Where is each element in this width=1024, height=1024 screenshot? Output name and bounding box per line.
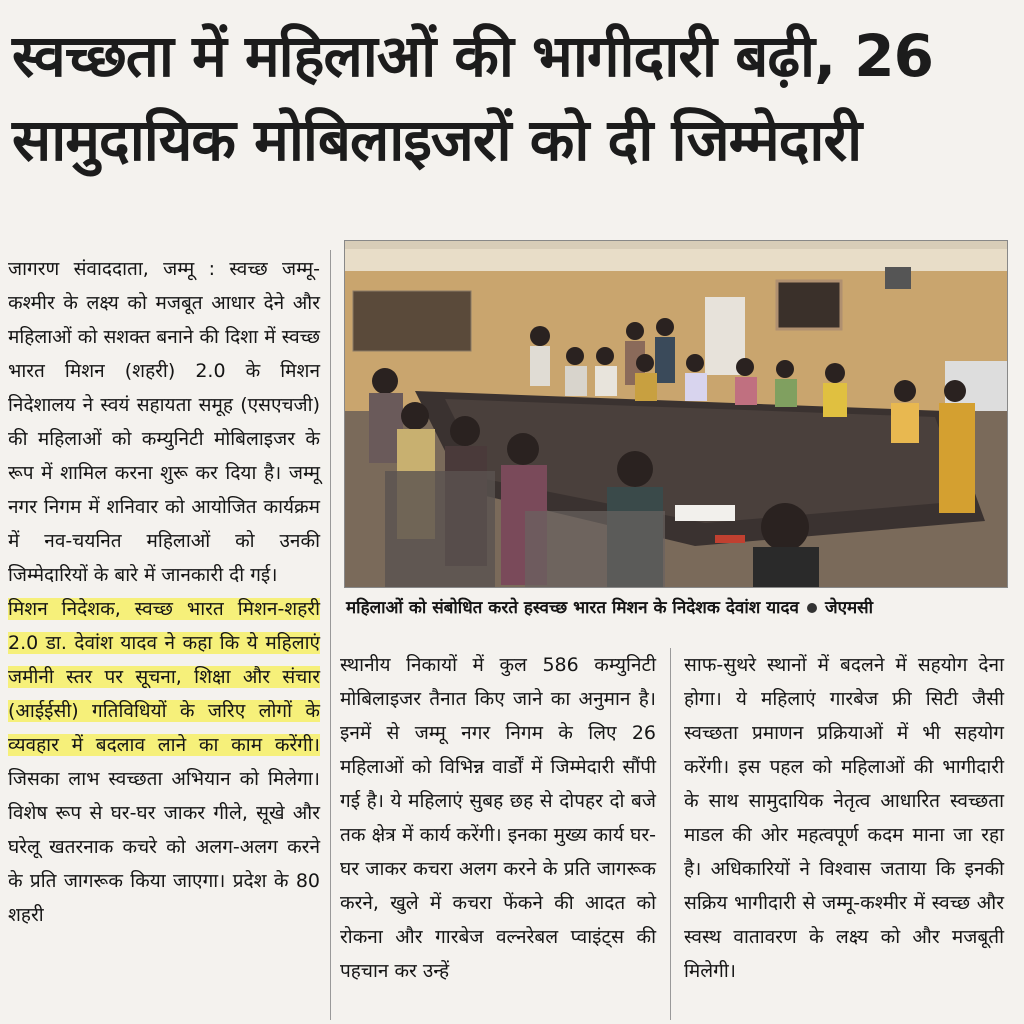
photo-caption bbox=[346, 596, 1006, 620]
column-divider bbox=[670, 648, 671, 1020]
headline-line-1: स्वच्छता में महिलाओं की भागीदारी बढ़ी, 26 bbox=[12, 22, 934, 90]
article-para-2 bbox=[8, 592, 320, 932]
article-para-3: स्थानीय निकायों में कुल 586 कम्युनिटी मोबिलाइजर तैनात किए जाने का अनुमान है। इनमें से जम्मू नगर निगम के लिए 26 महिलाओं को विभिन्न वार्डों में जिम्मेदारी सौंपी गई है। ये महिलाएं सुबह छह से दोपहर दो बजे तक क्षेत्र में कार्य करेंगी। इनका मुख्य कार्य घर-घर जाकर कचरा अलग करने के प्रति जागरूक करने, खुले में कचरा फेंकने की आदत को रोकना और गारबेज वल्नरेबल प्वाइंट्स की पहचान कर उन्हें bbox=[340, 654, 656, 982]
article-para-2-rest: जिसका लाभ स्वच्छता अभियान को मिलेगा। विशेष रूप से घर-घर जाकर गीले, सूखे और घरेलू खतरनाक कचरे को अलग-अलग करने के प्रति जागरूक किया जाएगा। प्रदेश के 80 शहरी bbox=[8, 768, 320, 926]
article-para-4: साफ-सुथरे स्थानों में बदलने में सहयोग देना होगा। ये महिलाएं गारबेज फ्री सिटी जैसी स्वच्छता प्रमाणन प्रक्रियाओं में भी सहयोग करेंगी। इस पहल को महिलाओं की भागीदारी के साथ सामुदायिक नेतृत्व आधारित स्वच्छता माडल की ओर महत्वपूर्ण कदम माना जा रहा है। अधिकारियों ने विश्वास जताया कि इनकी सक्रिय भागीदारी से जम्मू-कश्मीर में स्वच्छ और स्वस्थ वातावरण के लक्ष्य को और मजबूती मिलेगी। bbox=[684, 654, 1004, 982]
column-divider bbox=[330, 250, 331, 1020]
headline bbox=[12, 14, 1012, 182]
bullet-icon bbox=[807, 603, 817, 613]
news-photo bbox=[344, 240, 1008, 588]
headline-line-2: सामुदायिक मोबिलाइजरों को दी जिम्मेदारी bbox=[12, 106, 862, 174]
highlighted-quote: मिशन निदेशक, स्वच्छ भारत मिशन-शहरी 2.0 डा. देवांश यादव ने कहा कि ये महिलाएं जमीनी स्तर पर सूचना, शिक्षा और संचार (आईईसी) गतिविधियों के जरिए लोगों के व्यवहार में बदलाव लाने का काम करेंगी। bbox=[8, 598, 320, 756]
article-column-2 bbox=[340, 648, 656, 988]
article-para-1: जागरण संवाददाता, जम्मू : स्वच्छ जम्मू-कश्मीर के लक्ष्य को मजबूत आधार देने और महिलाओं को सशक्त बनाने की दिशा में स्वच्छ भारत मिशन (शहरी) 2.0 के मिशन निदेशालय ने स्वयं सहायता समूह (एसएचजी) की महिलाओं को कम्युनिटी मोबिलाइजर के रूप में शामिल करना शुरू कर दिया है। जम्मू नगर निगम में शनिवार को आयोजित कार्यक्रम में नव-चयनित महिलाओं को उनकी जिम्मेदारियों के बारे में जानकारी दी गई। bbox=[8, 258, 320, 586]
article-column-1 bbox=[8, 252, 320, 932]
article-column-3 bbox=[684, 648, 1004, 988]
photo-credit: जेएमसी bbox=[824, 598, 874, 618]
meeting-room-photo bbox=[345, 241, 1007, 587]
caption-text: महिलाओं को संबोधित करते हस्वच्छ भारत मिशन के निदेशक देवांश यादव bbox=[346, 598, 799, 618]
